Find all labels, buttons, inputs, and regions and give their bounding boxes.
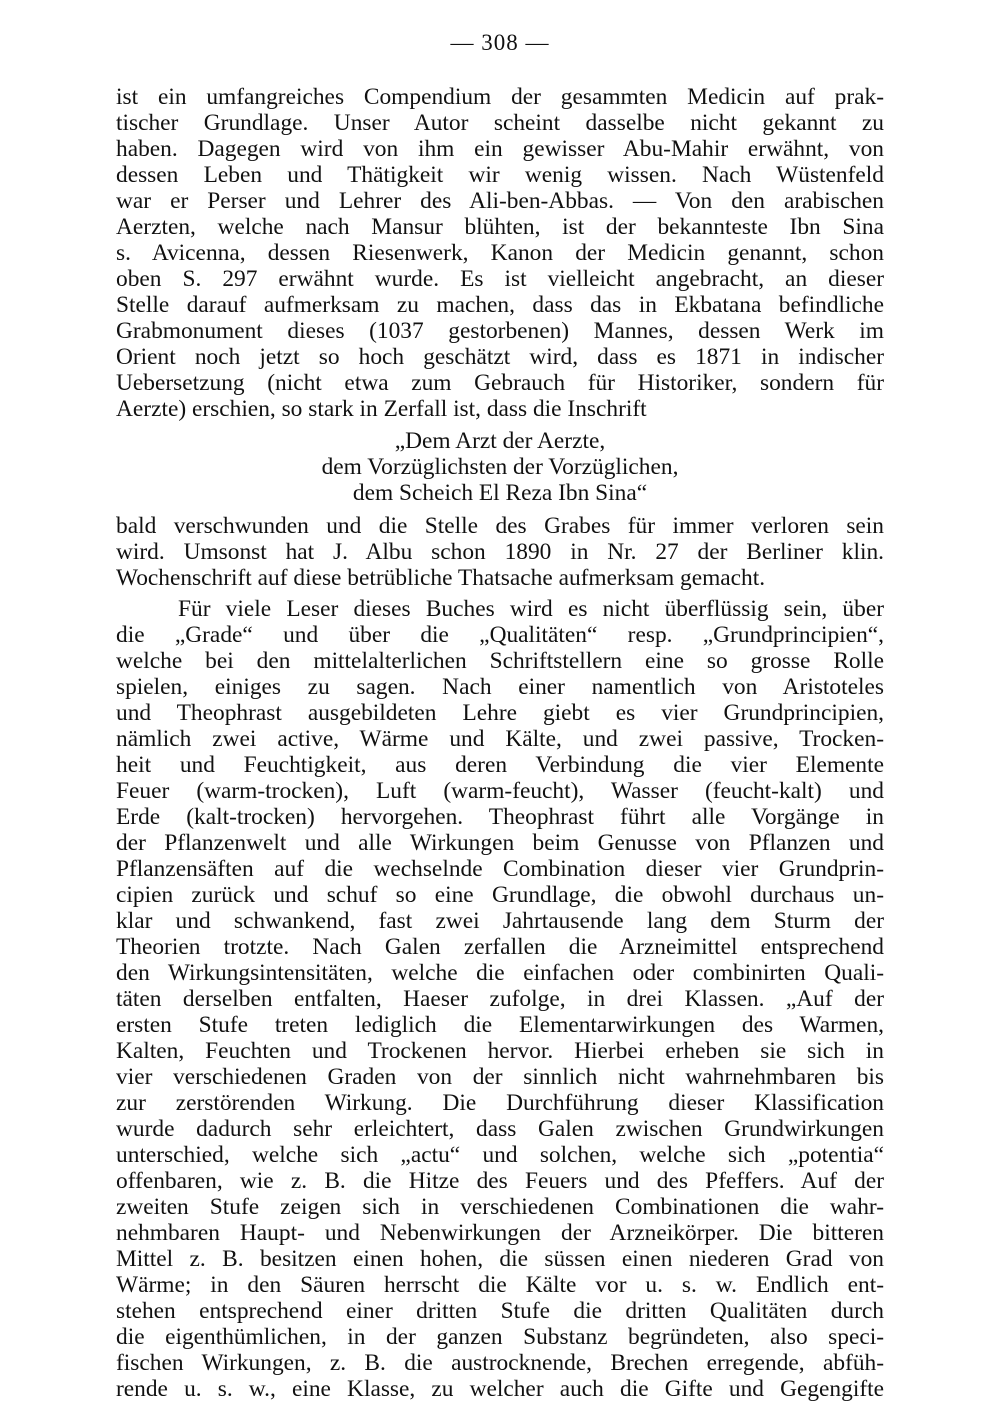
text-line: spielen, einiges zu sagen. Nach einer namentlich von Aristoteles xyxy=(116,674,884,700)
text-line: Stelle darauf aufmerksam zu machen, dass das in Ekbatana befindliche xyxy=(116,292,884,318)
text-line: bald verschwunden und die Stelle des Grabes für immer verloren sein xyxy=(116,513,884,539)
text-line: Aerzten, welche nach Mansur blühten, ist der bekannteste Ibn Sina xyxy=(116,214,884,240)
text-line: die „Grade“ und über die „Qualitäten“ resp. „Grundprincipien“, xyxy=(116,622,884,648)
inscription-quote-line: dem Vorzüglichsten der Vorzüglichen, xyxy=(321,454,679,480)
text-line: cipien zurück und schuf so eine Grundlage, die obwohl durchaus un- xyxy=(116,882,884,908)
text-line: den Wirkungsintensitäten, welche die einfachen oder combinirten Quali- xyxy=(116,960,884,986)
text-line: welche bei den mittelalterlichen Schriftstellern eine so grosse Rolle xyxy=(116,648,884,674)
page-number: — 308 — xyxy=(450,30,550,55)
text-line: tischer Grundlage. Unser Autor scheint dasselbe nicht gekannt zu xyxy=(116,110,884,136)
text-line: heit und Feuchtigkeit, aus deren Verbindung die vier Elemente xyxy=(116,752,884,778)
text-line: der Pflanzenwelt und alle Wirkungen beim Genusse von Pflanzen und xyxy=(116,830,884,856)
text-line: Wochenschrift auf diese betrübliche Thatsache aufmerksam gemacht. xyxy=(116,565,766,591)
text-line: nehmbaren Haupt- und Nebenwirkungen der Arzneikörper. Die bitteren xyxy=(116,1220,884,1246)
text-line: Kalten, Feuchten und Trockenen hervor. Hierbei erheben sie sich in xyxy=(116,1038,884,1064)
text-line: oben S. 297 erwähnt wurde. Es ist vielleicht angebracht, an dieser xyxy=(116,266,884,292)
inscription-quote-line: „Dem Arzt der Aerzte, xyxy=(394,428,606,454)
text-line: zur zerstörenden Wirkung. Die Durchführung dieser Klassification xyxy=(116,1090,884,1116)
text-line: s. Avicenna, dessen Riesenwerk, Kanon der Medicin genannt, schon xyxy=(116,240,884,266)
text-line: Für viele Leser dieses Buches wird es nicht überflüssig sein, über xyxy=(178,596,884,622)
text-line: war er Perser und Lehrer des Ali-ben-Abbas. — Von den arabischen xyxy=(116,188,884,214)
text-line: fischen Wirkungen, z. B. die austrocknende, Brechen erregende, abfüh- xyxy=(116,1350,884,1376)
inscription-quote-line: dem Scheich El Reza Ibn Sina“ xyxy=(352,480,648,506)
text-line: Theorien trotzte. Nach Galen zerfallen die Arzneimittel entsprechend xyxy=(116,934,884,960)
text-line: Pflanzensäften auf die wechselnde Combination dieser vier Grundprin- xyxy=(116,856,884,882)
text-line: Grabmonument dieses (1037 gestorbenen) Mannes, dessen Werk im xyxy=(116,318,884,344)
text-line: rende u. s. w., eine Klasse, zu welcher auch die Gifte und Gegengifte xyxy=(116,1376,884,1402)
text-line: stehen entsprechend einer dritten Stufe die dritten Qualitäten durch xyxy=(116,1298,884,1324)
text-line: Wärme; in den Säuren herrscht die Kälte vor u. s. w. Endlich ent- xyxy=(116,1272,884,1298)
text-line: ersten Stufe treten lediglich die Elementarwirkungen des Warmen, xyxy=(116,1012,884,1038)
text-line: Orient noch jetzt so hoch geschätzt wird, dass es 1871 in indischer xyxy=(116,344,884,370)
text-line: die eigenthümlichen, in der ganzen Substanz begründeten, also speci- xyxy=(116,1324,884,1350)
text-line: täten derselben entfalten, Haeser zufolge, in drei Klassen. „Auf der xyxy=(116,986,884,1012)
text-line: klar und schwankend, fast zwei Jahrtausende lang dem Sturm der xyxy=(116,908,884,934)
text-line: nämlich zwei active, Wärme und Kälte, und zwei passive, Trocken- xyxy=(116,726,884,752)
text-line: haben. Dagegen wird von ihm ein gewisser Abu-Mahir erwähnt, von xyxy=(116,136,884,162)
text-line: unterschied, welche sich „actu“ und solchen, welche sich „potentia“ xyxy=(116,1142,884,1168)
text-line: wird. Umsonst hat J. Albu schon 1890 in Nr. 27 der Berliner klin. xyxy=(116,539,884,565)
text-line: zweiten Stufe zeigen sich in verschiedenen Combinationen die wahr- xyxy=(116,1194,884,1220)
text-line: Aerzte) erschien, so stark in Zerfall ist, dass die Inschrift xyxy=(116,396,647,422)
text-line: ist ein umfangreiches Compendium der gesammten Medicin auf prak- xyxy=(116,84,884,110)
text-line: Feuer (warm-trocken), Luft (warm-feucht), Wasser (feucht-kalt) und xyxy=(116,778,884,804)
text-line: offenbaren, wie z. B. die Hitze des Feuers und des Pfeffers. Auf der xyxy=(116,1168,884,1194)
text-line: Uebersetzung (nicht etwa zum Gebrauch für Historiker, sondern für xyxy=(116,370,884,396)
text-line: dessen Leben und Thätigkeit wir wenig wissen. Nach Wüstenfeld xyxy=(116,162,884,188)
text-line: Mittel z. B. besitzen einen hohen, die süssen einen niederen Grad von xyxy=(116,1246,884,1272)
text-line: und Theophrast ausgebildeten Lehre giebt es vier Grundprincipien, xyxy=(116,700,884,726)
text-line: vier verschiedenen Graden von der sinnlich nicht wahrnehmbaren bis xyxy=(116,1064,884,1090)
text-line: wurde dadurch sehr erleichtert, dass Galen zwischen Grundwirkungen xyxy=(116,1116,884,1142)
text-line: Erde (kalt-trocken) hervorgehen. Theophrast führt alle Vorgänge in xyxy=(116,804,884,830)
